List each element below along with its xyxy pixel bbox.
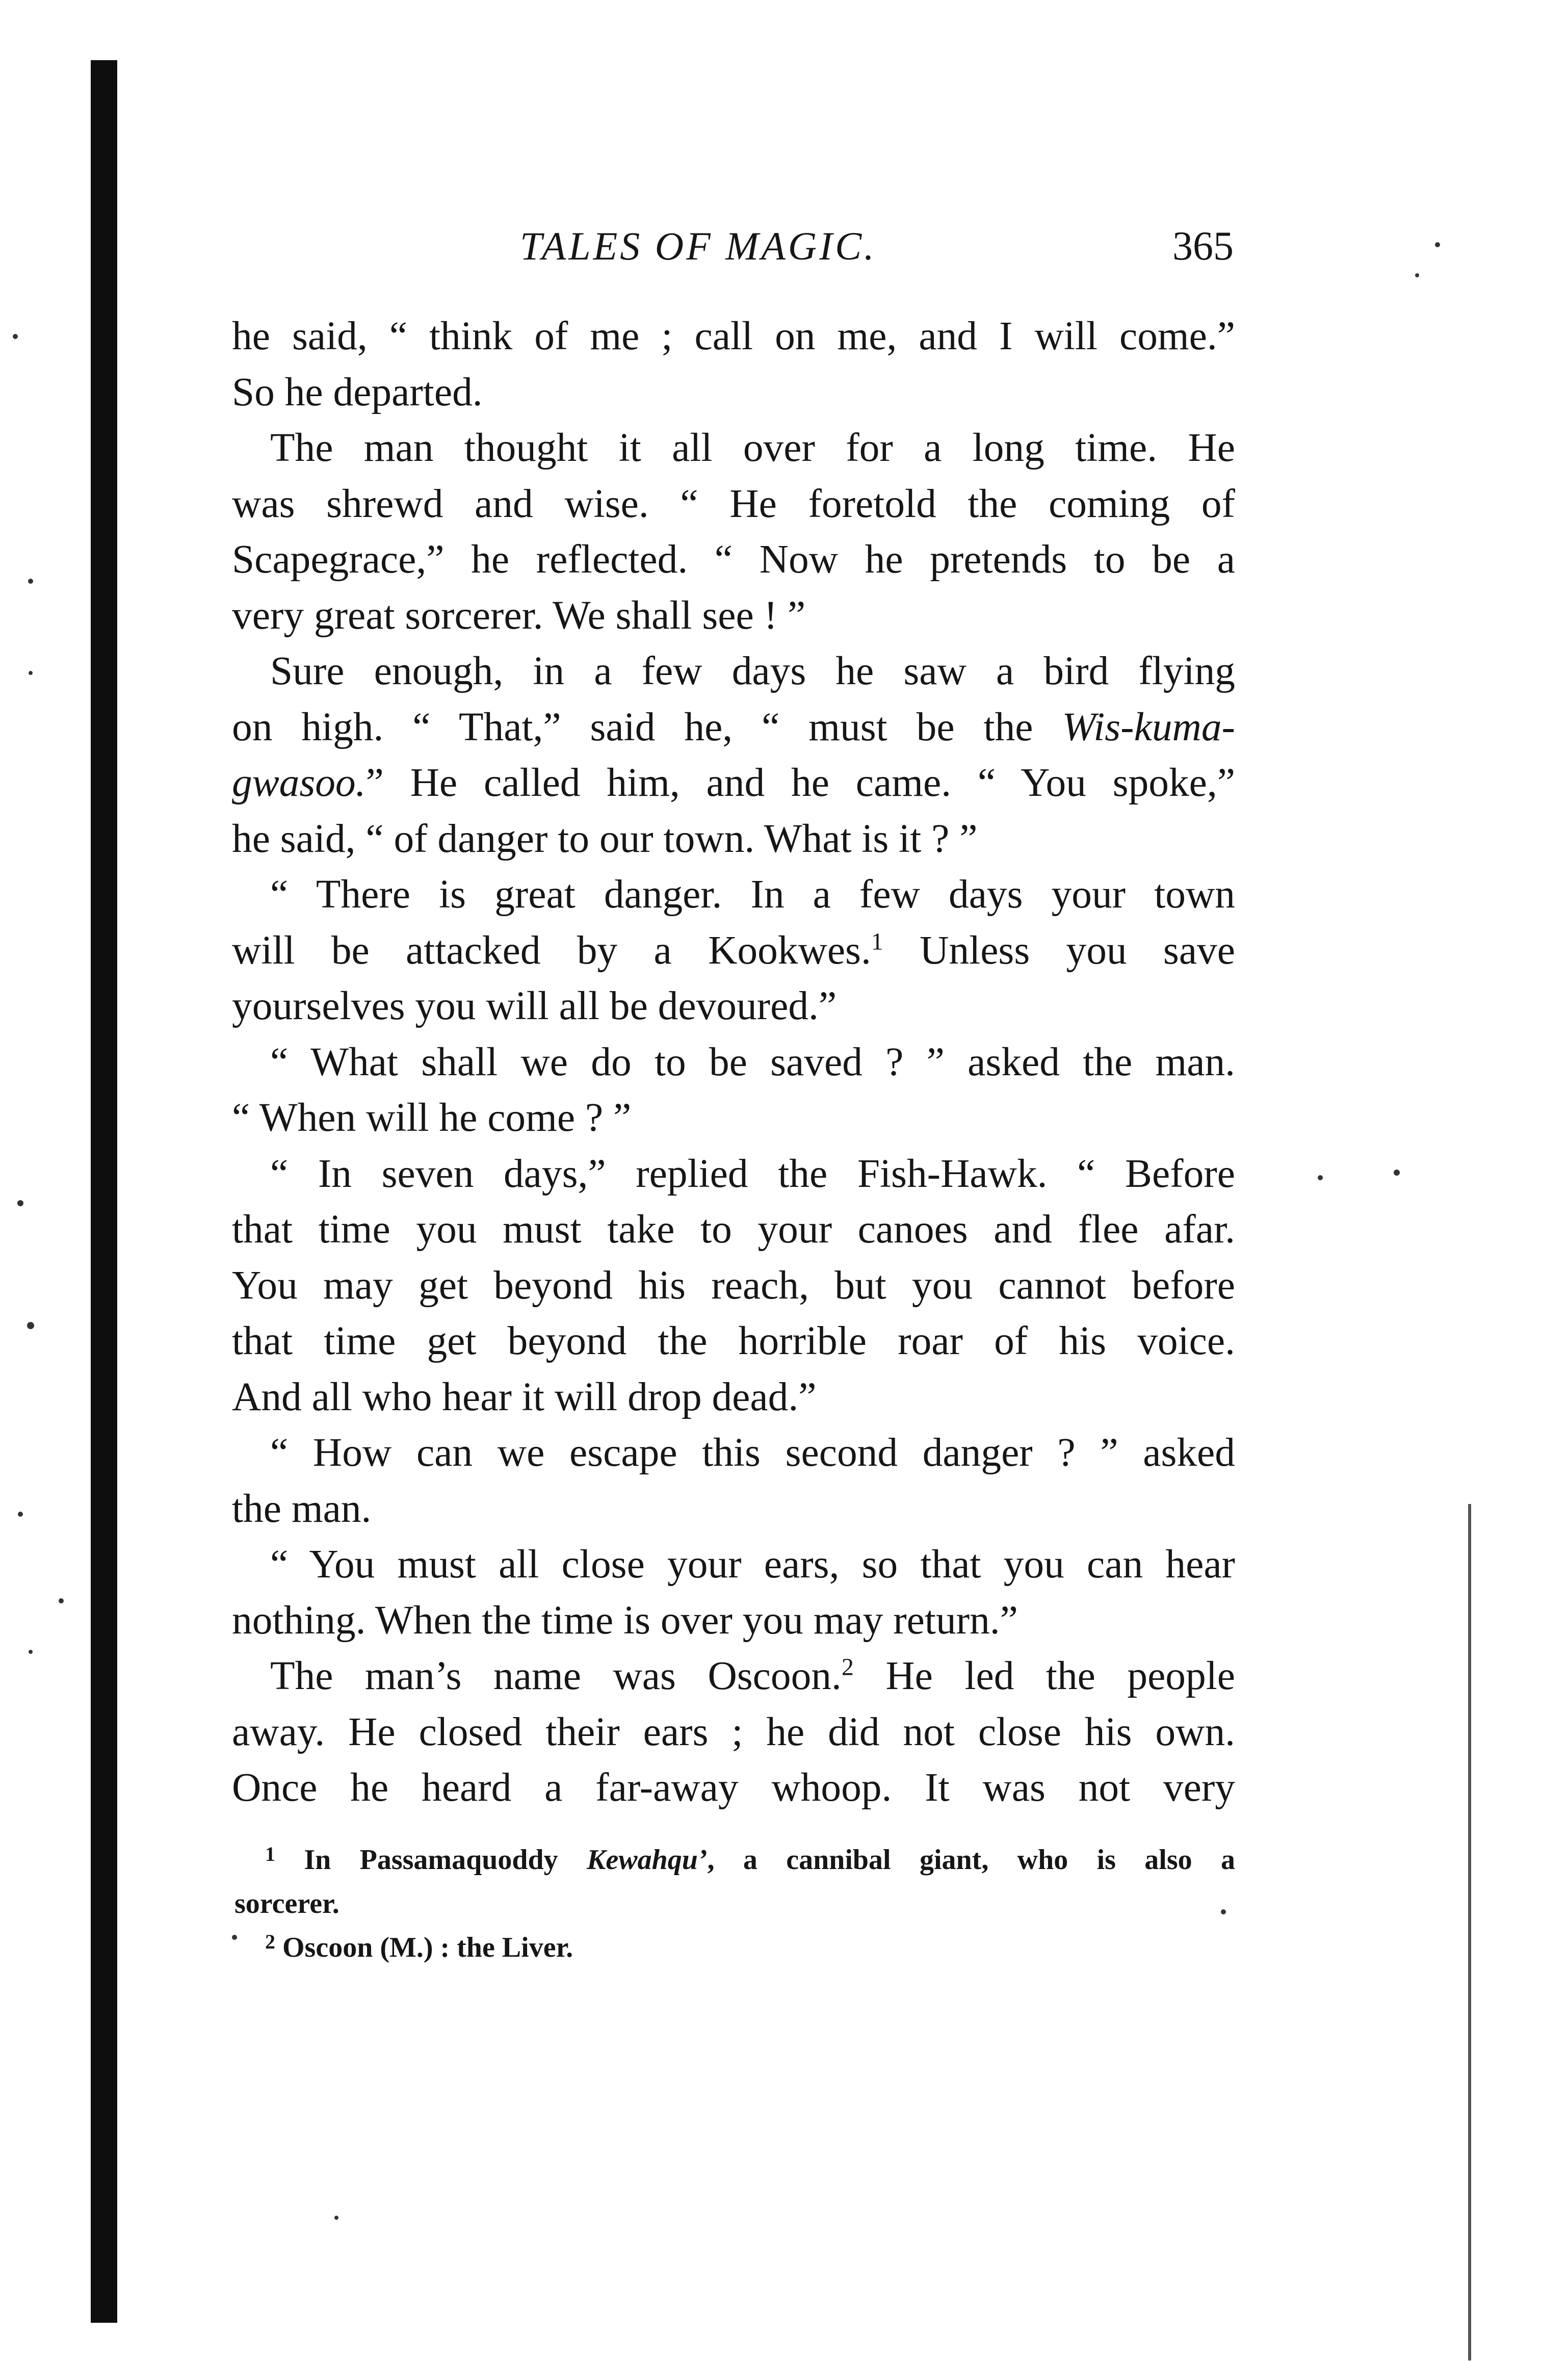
italic-term: Kewahqu’: [587, 1844, 708, 1876]
text-line: Sure enough, in a few days he saw a bird flying: [270, 648, 1235, 693]
text-segment: The man’s name was Oscoon.: [270, 1653, 842, 1698]
text-line: And all who hear it will drop dead.”: [232, 1374, 817, 1419]
italic-term: Wis-kuma-: [1062, 704, 1235, 749]
footnote-text: In Passamaquoddy: [275, 1844, 587, 1876]
text-line: was shrewd and wise. “ He foretold the coming of: [232, 481, 1235, 526]
text-line: Scapegrace,” he reflected. “ Now he pretends to be a: [232, 537, 1235, 582]
footnote-number: 2: [265, 1930, 275, 1953]
text-line: he said, “ of danger to our town. What is it ? ”: [232, 816, 978, 861]
running-head: TALES OF MAGIC.: [520, 224, 877, 268]
text-line: “ When will he come ? ”: [232, 1095, 632, 1140]
text-line: that time get beyond the horrible roar of his voice.: [232, 1318, 1235, 1363]
footnote-mark: 1: [871, 928, 883, 955]
text-line: very great sorcerer. We shall see ! ”: [232, 592, 806, 638]
text-segment: Unless you save: [883, 927, 1235, 973]
text-line: You may get beyond his reach, but you cannot before: [232, 1262, 1235, 1308]
text-line: So he departed.: [232, 369, 483, 414]
text-line: “ There is great danger. In a few days your town: [270, 872, 1235, 917]
footnote-number: 1: [265, 1843, 275, 1865]
text-line: nothing. When the time is over you may return.”: [232, 1597, 1018, 1643]
text-line: yourselves you will all be devoured.”: [232, 983, 837, 1028]
text-line: “ You must all close your ears, so that you can hear: [270, 1542, 1235, 1587]
footnote-text: , a cannibal giant, who is also a: [707, 1844, 1236, 1876]
text-line: “ How can we escape this second danger ? ” asked: [270, 1430, 1235, 1475]
text-line: “ In seven days,” replied the Fish-Hawk. “ Before: [270, 1151, 1235, 1196]
footnote-text: Oscoon (M.) : the Liver.: [275, 1932, 573, 1963]
footnote-mark: 2: [841, 1653, 854, 1681]
text-segment: He led the people: [853, 1653, 1235, 1698]
text-line: the man.: [232, 1486, 372, 1531]
footnote-1-continued: sorcerer.: [234, 1888, 339, 1919]
text-line: that time you must take to your canoes and flee afar.: [232, 1207, 1235, 1252]
text-line: “ What shall we do to be saved ? ” asked the man.: [270, 1039, 1235, 1084]
text-line: away. He closed their ears ; he did not close his own.: [232, 1709, 1235, 1754]
text-line: he said, “ think of me ; call on me, and I will come.”: [232, 314, 1235, 358]
text-segment: will be attacked by a Kookwes.: [232, 927, 871, 973]
page-number: 365: [1172, 224, 1234, 269]
text-segment: on high. “ That,” said he, “ must be the: [232, 704, 1062, 749]
text-line: The man thought it all over for a long time. He: [270, 425, 1235, 470]
text-segment: ” He called him, and he came. “ You spoke,”: [365, 760, 1235, 805]
italic-term: gwasoo.: [232, 760, 366, 805]
text-line: Once he heard a far-away whoop. It was not very: [232, 1765, 1235, 1810]
